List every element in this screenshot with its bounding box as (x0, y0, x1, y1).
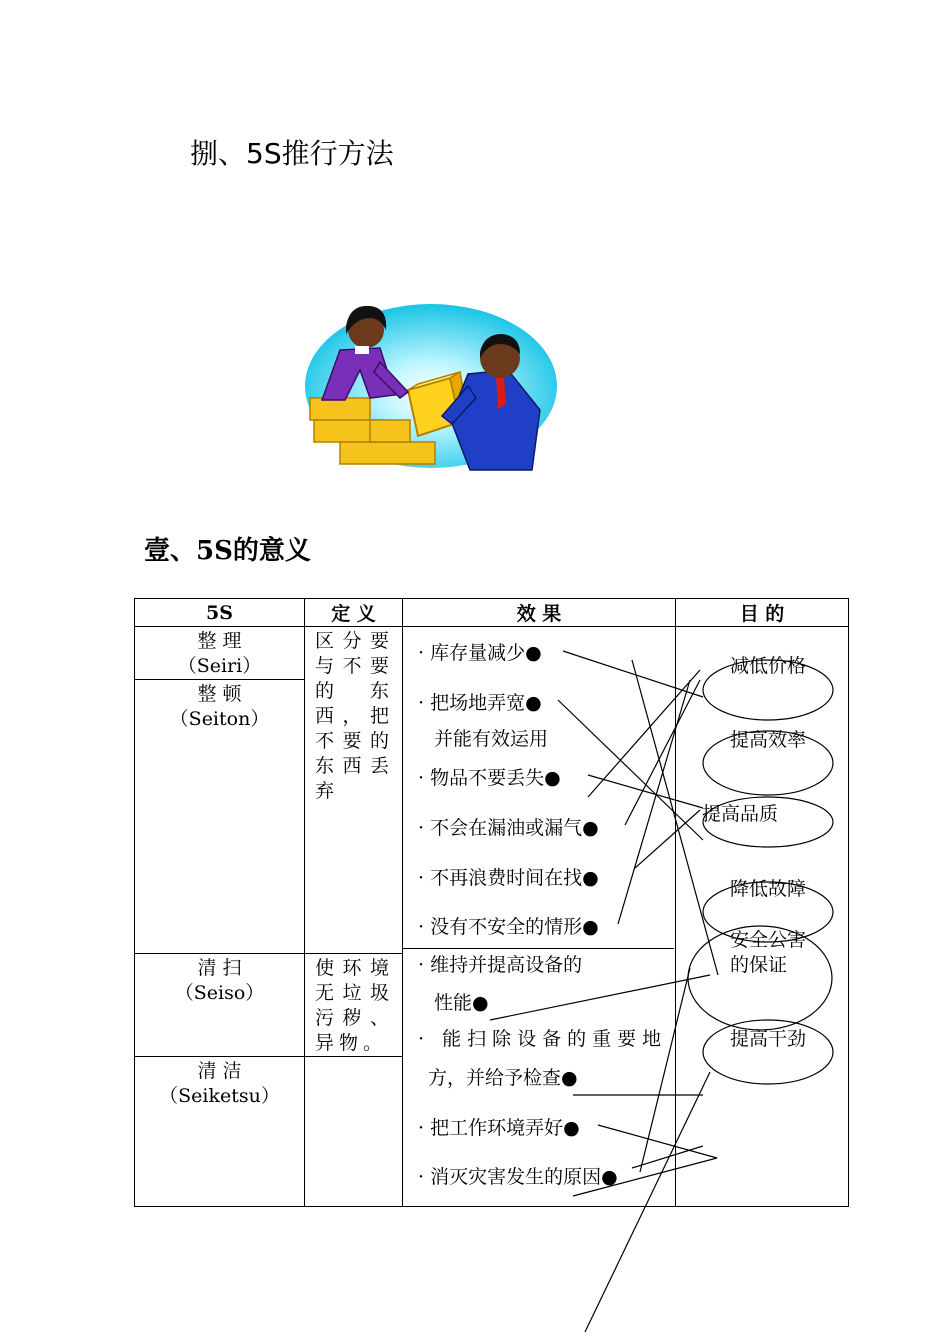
s-name: 清 扫 (197, 957, 242, 979)
effect-item: · 不会在漏油或漏气● (418, 817, 599, 839)
s-seiso (135, 954, 305, 1057)
purpose-efficiency: 提高效率 (730, 729, 807, 751)
effect-item: · 能扫除设备的重要地 (418, 1028, 668, 1050)
purpose-safety-2: 的保证 (730, 954, 788, 976)
s-seiton (135, 680, 305, 954)
definition-3-empty (305, 1057, 403, 1207)
effect-item: · 不再浪费时间在找● (418, 867, 599, 889)
header-5s: 5S (135, 599, 305, 627)
effect-item: · 物品不要丢失● (418, 767, 561, 789)
s-english: （Seiton） (169, 708, 270, 730)
purpose-safety: 安全公害 (730, 929, 807, 951)
effect-item: · 把场地弄宽● (418, 692, 542, 714)
effect-item: 方，并给予检查● (428, 1067, 578, 1089)
purpose-cell (676, 627, 849, 1207)
effect-item: 性能● (434, 992, 489, 1014)
header-effect: 效 果 (403, 599, 676, 627)
handshake-box-illustration (300, 300, 562, 480)
s-seiri (135, 627, 305, 680)
definition-2: 使环境无垃圾污秽、异物。 (305, 954, 403, 1057)
effects-divider (402, 948, 674, 949)
s-english: （Seiso） (174, 982, 265, 1004)
effect-item: · 把工作环境弄好● (418, 1117, 580, 1139)
effect-item: · 库存量减少● (418, 642, 542, 664)
purpose-motivation: 提高干劲 (730, 1028, 807, 1050)
s-name: 整 理 (197, 630, 242, 652)
s-seiketsu (135, 1057, 305, 1207)
s-name: 清 洁 (197, 1060, 242, 1082)
s-english: （Seiketsu） (159, 1085, 280, 1107)
effect-item: · 维持并提高设备的 (418, 954, 583, 976)
header-purpose: 目 的 (676, 599, 849, 627)
purpose-reduce-cost: 减低价格 (730, 655, 807, 677)
effect-item: · 消灭灾害发生的原因● (418, 1166, 618, 1188)
effect-item: 并能有效运用 (434, 728, 549, 750)
purpose-reduce-failure: 降低故障 (730, 878, 807, 900)
purpose-quality: 提高品质 (702, 803, 779, 825)
definition-1: 区分要与不要的东西，把不要的东西丢弃 (305, 627, 403, 954)
header-definition: 定 义 (305, 599, 403, 627)
effect-item: · 没有不安全的情形● (418, 916, 599, 938)
s-english: （Seiri） (177, 655, 262, 677)
section-heading: 壹、5S的意义 (144, 536, 311, 566)
page-heading: 捌、5S推行方法 (190, 137, 394, 170)
s-name: 整 顿 (197, 683, 242, 705)
